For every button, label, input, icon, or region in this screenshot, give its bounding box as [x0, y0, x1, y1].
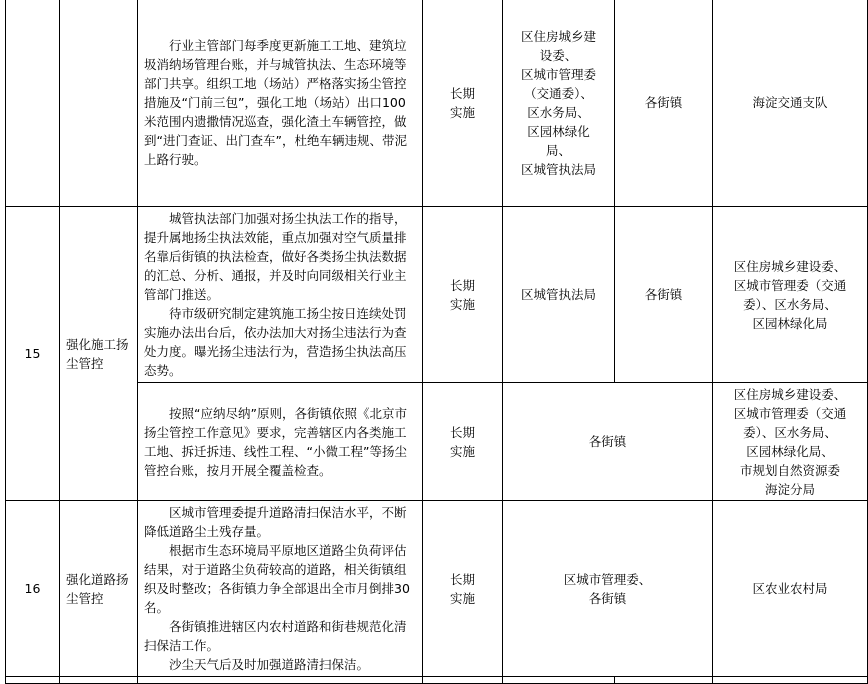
table-row	[6, 207, 868, 383]
item-name-cell	[60, 677, 138, 684]
row-number: 15	[24, 346, 41, 361]
coop-unit-line: 海淀分局	[764, 481, 815, 497]
lead-unit-cell	[503, 207, 615, 383]
timing-cell	[423, 207, 503, 383]
lead-unit-line: （交通委）、	[524, 85, 593, 101]
timing-cell	[423, 677, 503, 684]
responsible-unit-text: 各街镇	[644, 287, 683, 302]
measure-cell	[138, 501, 423, 677]
coop-unit-cell	[713, 0, 868, 207]
coop-unit-line: 区园林绿化局、	[746, 443, 834, 459]
lead-unit-line: 区园林绿化	[527, 123, 590, 139]
lead-unit-cell	[503, 383, 713, 501]
lead-unit-line: 局、	[545, 142, 571, 158]
coop-unit-cell	[713, 677, 868, 684]
timing-cell	[423, 0, 503, 207]
lead-unit-line: 各街镇	[588, 434, 627, 449]
row-number-cell	[6, 0, 60, 207]
table-row	[6, 677, 868, 684]
responsible-unit-text: 各街镇	[644, 95, 683, 110]
lead-unit-line: 区城管执法局	[520, 287, 596, 302]
item-name-cell	[60, 0, 138, 207]
measure-paragraph: 待市级研究制定建筑施工扬尘按日连续处罚实施办法出台后，依办法加大对扬尘违法行为查处力度。曝光扬尘违法行为，营造扬尘执法高压态势。	[144, 306, 407, 378]
lead-unit-line: 区住房城乡建	[520, 28, 596, 44]
lead-unit-line: 各街镇	[588, 590, 627, 606]
lead-unit-cell	[503, 0, 615, 207]
timing-text: 长期实施	[449, 277, 475, 312]
measure-paragraph: 根据市生态环境局平原地区道路尘负荷评估结果，对于道路尘负荷较高的道路，相关街镇组织及时整改；各街镇力争全部退出全市月倒排30名。	[144, 543, 410, 615]
item-name: 强化施工扬尘管控	[66, 336, 129, 371]
coop-unit-line: 海淀交通支队	[752, 95, 828, 110]
lead-unit-cell	[503, 501, 713, 677]
responsible-unit-cell	[615, 207, 713, 383]
responsible-unit-cell	[615, 677, 713, 684]
coop-unit-line: 区城市管理委（交通委）、区水务局、	[733, 277, 847, 312]
timing-cell	[423, 501, 503, 677]
coop-unit-cell	[713, 383, 868, 501]
item-name-cell	[60, 501, 138, 677]
lead-unit-line: 区水务局、	[527, 104, 590, 120]
row-number-cell	[6, 677, 60, 684]
measure-cell	[138, 0, 423, 207]
lead-unit-line: 区城市管理委、	[563, 571, 652, 587]
timing-cell	[423, 383, 503, 501]
table-row	[6, 0, 868, 207]
row-number-cell	[6, 501, 60, 677]
lead-unit-cell	[503, 677, 615, 684]
timing-text: 长期实施	[449, 571, 475, 606]
coop-unit-line: 市规划自然资源委	[739, 462, 840, 478]
coop-unit-cell	[713, 207, 868, 383]
measure-paragraph: 沙尘天气后及时加强道路清扫保洁。	[169, 657, 370, 672]
row-number: 16	[24, 581, 41, 596]
table-row	[6, 501, 868, 677]
measure-paragraph: 各街镇推进辖区内农村道路和街巷规范化清扫保洁工作。	[144, 619, 407, 653]
measure-cell	[138, 207, 423, 383]
lead-unit-line: 区城管执法局	[520, 161, 596, 177]
measure-cell	[138, 677, 423, 684]
measure-paragraph: 区城市管理委提升道路清扫保洁水平，不断降低道路尘土残存量。	[144, 505, 407, 539]
lead-unit-line: 区城市管理委	[520, 66, 596, 82]
item-name-cell	[60, 207, 138, 501]
coop-unit-line: 区城市管理委（交通委）、区水务局、	[733, 405, 847, 440]
coop-unit-line: 区住房城乡建设委、	[733, 258, 847, 274]
measure-cell	[138, 383, 423, 501]
coop-unit-cell	[713, 501, 868, 677]
measure-paragraph: 城管执法部门加强对扬尘执法工作的指导，提升属地扬尘执法效能，重点加强对空气质量排名靠后街镇的执法检查，做好各类扬尘执法数据的汇总、分析、通报，并及时向同级相关行业主管部门推送。	[144, 211, 407, 302]
measure-paragraph: 行业主管部门每季度更新施工工地、建筑垃圾消纳场管理台账，并与城管执法、生态环境等部门共享。组织工地（场站）严格落实扬尘管控措施及“门前三包”，强化工地（场站）出口100米范围内遗撒情况巡查，强化渣土车辆管控，做到“进门查证、出门查车”，杜绝车辆违规、带泥上路行驶。	[144, 38, 407, 167]
coop-unit-line: 区农业农村局	[752, 581, 828, 596]
lead-unit-line: 设委、	[539, 47, 578, 63]
measures-table	[5, 0, 868, 684]
row-number-cell	[6, 207, 60, 501]
coop-unit-line: 区园林绿化局	[752, 315, 828, 331]
measure-paragraph: 按照“应纳尽纳”原则，各街镇依照《北京市扬尘管控工作意见》要求，完善辖区内各类施工工地、拆迁拆违、线性工程、“小微工程”等扬尘管控台账，按月开展全覆盖检查。	[144, 405, 407, 478]
item-name: 强化道路扬尘管控	[66, 571, 129, 606]
timing-text: 长期实施	[449, 424, 475, 459]
timing-text: 长期实施	[449, 85, 475, 120]
coop-unit-line: 区住房城乡建设委、	[733, 386, 847, 402]
responsible-unit-cell	[615, 0, 713, 207]
